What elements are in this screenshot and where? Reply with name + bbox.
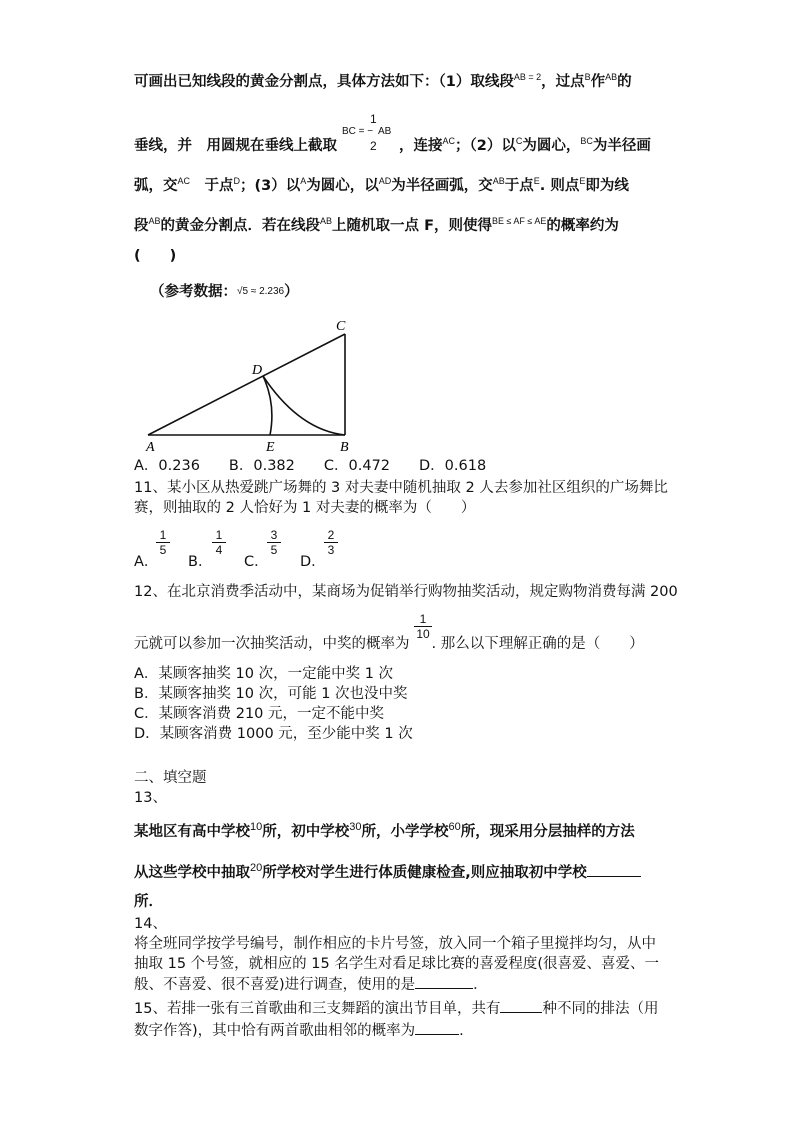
q10-line-1 <box>134 72 632 93</box>
fraction-numerator: 2 <box>327 528 335 542</box>
q10-text: 的黄金分割点．若在线段 <box>160 218 321 234</box>
q14-line-2: 抽取 15 个号签，就相应的 15 名学生对看足球比赛的喜爱程度(很喜爱、喜爱、一 <box>134 956 659 972</box>
q15-arrangements-blank[interactable] <box>500 998 542 1013</box>
q10-line-4 <box>134 216 619 237</box>
segment-ab-label: AB <box>492 176 505 186</box>
figure-label-c: C <box>336 319 346 334</box>
q11-option-d-fraction <box>324 528 338 557</box>
q11-option-d-label: D． <box>300 554 326 570</box>
fraction-numerator: 1 <box>215 528 223 542</box>
q10-text: ；(3）以 <box>240 178 301 194</box>
q10-answer-paren: ( ) <box>134 248 177 264</box>
q10-line-3 <box>134 176 629 197</box>
q10-text: . 则点 <box>539 178 580 194</box>
value-10: 10 <box>250 821 263 833</box>
fraction-denominator: 5 <box>267 542 281 557</box>
point-a-label: A <box>300 176 307 186</box>
figure-label-b: B <box>340 440 349 452</box>
q10-text: 作 <box>590 74 606 90</box>
formula-inequality: BE ≤ AF ≤ AE <box>491 216 547 226</box>
q10-options: A．0.236 B．0.382 C．0.472 D．0.618 <box>134 458 487 474</box>
q12-text: 元就可以参加一次抽奖活动，中奖的概率为 <box>134 636 410 652</box>
golden-section-figure <box>134 312 374 452</box>
q15-line-2 <box>134 1020 464 1041</box>
q13-text: 某地区有高中学校 <box>134 824 250 840</box>
q13-text: 所，现采用分层抽样的方法 <box>460 824 635 840</box>
q13-number: 13、 <box>134 790 167 806</box>
q14-text: ． <box>473 977 488 993</box>
fraction-numerator: 1 <box>159 528 167 542</box>
q15-text: . <box>459 1023 464 1039</box>
q10-reference-data <box>150 282 299 304</box>
value-20: 20 <box>250 862 263 874</box>
fraction-denominator: 2 <box>370 139 377 153</box>
q11-option-a-label: A． <box>134 554 159 570</box>
formula-right: AB <box>378 126 392 137</box>
q13-line-3: 所． <box>134 894 163 910</box>
q13-line-1 <box>134 822 635 843</box>
q10-text: 可画出已知线段的黄金分割点，具体方法如下：（1）取线段 <box>134 74 514 90</box>
segment-bc-label: BC <box>580 136 593 146</box>
q13-text: 从这些学校中抽取 <box>134 865 250 881</box>
fraction-numerator: 1 <box>370 112 377 126</box>
segment-ac-label: AC <box>177 176 191 186</box>
q12-option-a: A．某顾客抽奖 10 次，一定能中奖 1 次 <box>134 666 394 682</box>
q10-text: 为半径画 <box>592 138 651 154</box>
q10-text: ，过点 <box>541 74 585 90</box>
q14-answer-blank[interactable] <box>415 974 473 989</box>
q10-text: 的 <box>617 74 632 90</box>
point-e-label: E <box>533 176 540 186</box>
section-heading-fill-in: 二、填空题 <box>134 770 207 786</box>
figure-label-a: A <box>146 440 155 452</box>
q13-answer-blank[interactable] <box>587 862 641 877</box>
segment-ab-label: AB <box>148 216 161 226</box>
q14-line-3 <box>134 974 488 995</box>
q15-probability-blank[interactable] <box>415 1020 459 1035</box>
q10-text: 于点 <box>190 178 234 194</box>
q11-option-b-label: B． <box>188 554 213 570</box>
formula-ab-eq-2: AB = 2 <box>513 72 542 82</box>
q11-option-c-label: C． <box>244 554 269 570</box>
q12-option-b: B．某顾客抽奖 10 次，可能 1 次也没中奖 <box>134 686 408 702</box>
arc-center-c <box>263 376 345 435</box>
q14-number: 14、 <box>134 916 167 932</box>
segment-ac <box>148 334 345 435</box>
q10-text: （参考数据： <box>150 284 237 300</box>
q12-line-1: 12、在北京消费季活动中，某商场为促销举行购物抽奖活动，规定购物消费每满 200 <box>134 584 678 600</box>
q10-text: 段 <box>134 218 149 234</box>
q13-text: 所学校对学生进行体质健康检查,则应抽取初中学校 <box>262 865 587 881</box>
q12-option-d: D．某顾客消费 1000 元，至少能中奖 1 次 <box>134 726 413 742</box>
value-30: 30 <box>349 821 362 833</box>
q10-text: 于点 <box>504 178 534 194</box>
q12-option-c: C．某顾客消费 210 元，一定不能中奖 <box>134 706 385 722</box>
q14-text: 般、不喜爱、很不喜爱)进行调查，使用的是 <box>134 977 416 993</box>
q10-text: 即为线 <box>585 178 629 194</box>
q12-line-2 <box>134 634 644 654</box>
q15-text: 种不同的排法（用 <box>542 1001 659 1017</box>
arc-center-a <box>263 376 272 435</box>
q15-text: 数字作答)，其中恰有两首歌曲相邻的概率为 <box>134 1023 416 1039</box>
q13-line-2 <box>134 862 641 884</box>
q10-text: 为圆心， <box>522 138 581 154</box>
q10-text: ；（2）以 <box>455 138 516 154</box>
segment-ab-label: AB <box>320 216 333 226</box>
segment-ac-label: AC <box>442 136 456 146</box>
q11-option-c-fraction <box>267 528 281 557</box>
segment-ad-label: AD <box>378 176 392 186</box>
formula-left: BC = − <box>342 126 374 137</box>
q11-option-a-fraction <box>156 528 170 557</box>
q10-text: 垂线，并 用圆规在垂线上截取 <box>134 138 337 154</box>
q11-line-1: 11、某小区从热爱跳广场舞的 3 对夫妻中随机抽取 2 人去参加社区组织的广场舞比 <box>134 480 668 496</box>
q15-line-1 <box>134 998 658 1019</box>
point-b-label: B <box>584 72 591 82</box>
q12-text: . 那么以下理解正确的是（ ） <box>431 636 644 652</box>
q10-text: 上随机取一点 F，则使得 <box>332 218 492 234</box>
fraction-denominator: 3 <box>324 542 338 557</box>
point-e-label: E <box>579 176 586 186</box>
fraction-denominator: 10 <box>414 626 432 641</box>
q11-line-2: 赛，则抽取的 2 人恰好为 1 对夫妻的概率为（ ） <box>134 500 476 516</box>
q10-text: ） <box>284 284 299 300</box>
point-d-label: D <box>233 176 241 186</box>
fraction-numerator: 3 <box>270 528 278 542</box>
point-c-label: C <box>515 136 523 146</box>
figure-label-e: E <box>266 440 275 452</box>
segment-ab-label: AB <box>605 72 618 82</box>
formula-sqrt5: √5 ≈ 2.236 <box>237 286 285 297</box>
q10-text: ，连接 <box>399 138 443 154</box>
q10-line-2 <box>134 136 651 157</box>
fraction-numerator: 1 <box>419 612 427 626</box>
value-60: 60 <box>448 821 461 833</box>
q10-text: 的概率约为 <box>546 218 619 234</box>
q10-text: 弧，交 <box>134 178 178 194</box>
q13-text: 所，小学学校 <box>361 824 449 840</box>
q11-option-b-fraction <box>212 528 226 557</box>
figure-label-d: D <box>252 363 263 378</box>
q10-text: 为圆心，以 <box>306 178 379 194</box>
fraction-denominator: 5 <box>156 542 170 557</box>
q15-text: 15、若排一张有三首歌曲和三支舞蹈的演出节目单，共有 <box>134 1001 501 1017</box>
q14-line-1: 将全班同学按学号编号，制作相应的卡片号签，放入同一个箱子里搅拌均匀，从中 <box>134 936 656 952</box>
q10-text: 为半径画弧，交 <box>391 178 493 194</box>
q13-text: 所，初中学校 <box>262 824 350 840</box>
fraction-denominator: 4 <box>212 542 226 557</box>
